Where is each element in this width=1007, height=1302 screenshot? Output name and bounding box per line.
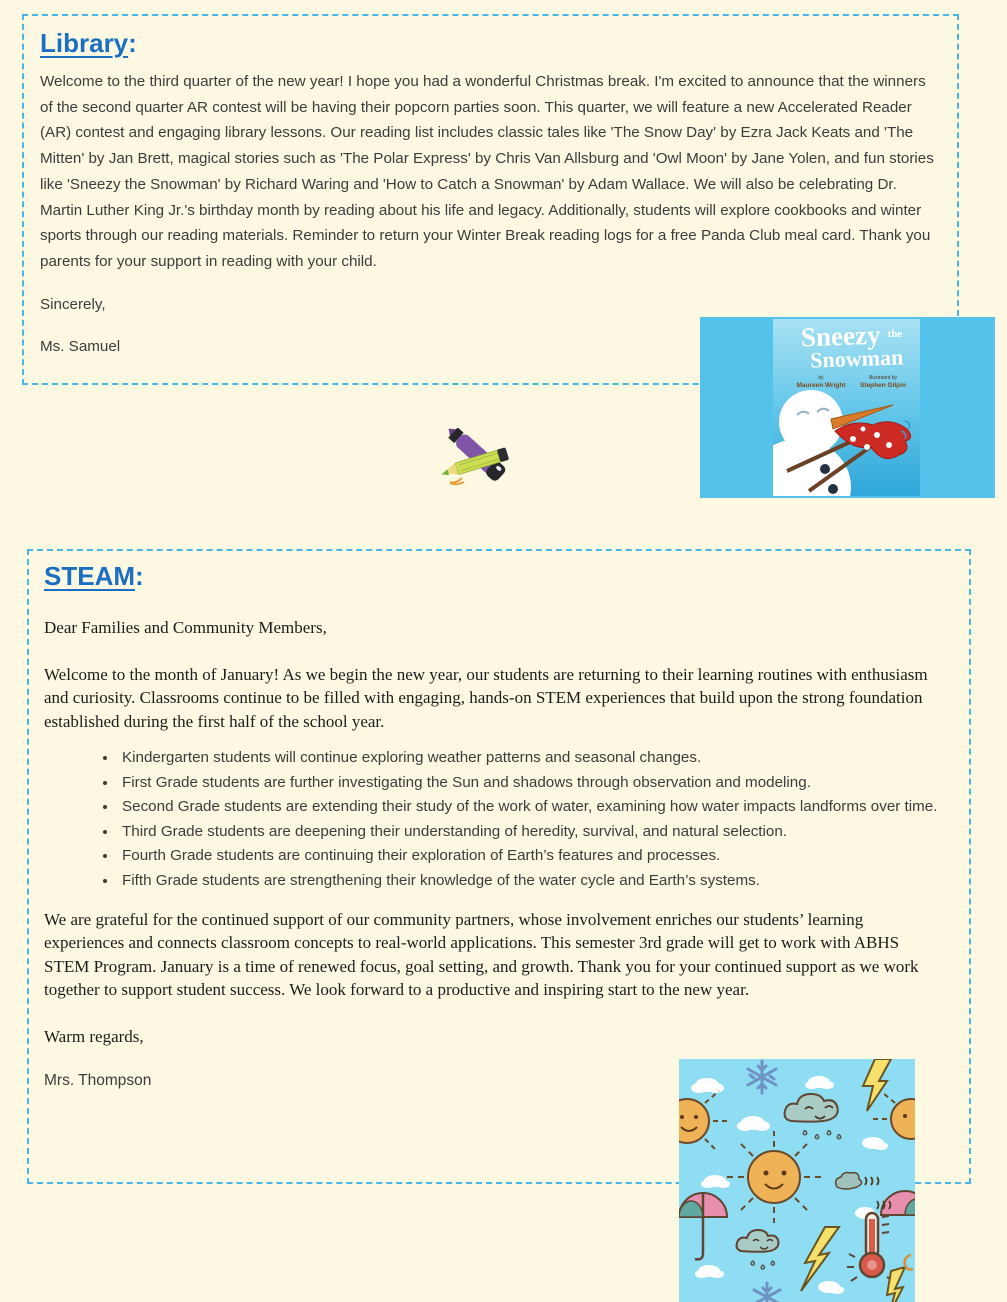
cover-title-2: Snowman	[809, 344, 904, 373]
steam-signature: Mrs. Thompson	[44, 1072, 152, 1090]
sneezy-book-panel	[700, 317, 995, 498]
steam-heading	[44, 561, 947, 592]
steam-closing: Warm regards,	[44, 1026, 144, 1046]
cover-by-label: by	[818, 375, 824, 381]
library-heading-colon: :	[128, 28, 137, 58]
crossed-pencils-icon	[436, 428, 518, 488]
steam-heading-colon: :	[135, 561, 144, 591]
steam-salutation: Dear Families and Community Members,	[44, 618, 327, 637]
cover-title-the: the	[887, 328, 903, 340]
sneezy-book-cover-image	[773, 319, 920, 496]
weather-doodles-image	[679, 1059, 915, 1302]
library-signature: Ms. Samuel	[40, 338, 121, 356]
library-heading-link[interactable]: Library	[40, 28, 129, 58]
steam-bullet-first-grade: • First Grade students are further investigating the Sun and shadows through observation and modeling.	[118, 771, 947, 796]
sneezy-cover-art	[773, 319, 920, 496]
steam-grade-list	[44, 746, 947, 894]
cover-author: Maureen Wright	[796, 382, 846, 389]
cover-title-1: Sneezy	[800, 319, 881, 353]
library-heading	[40, 28, 937, 59]
cover-illustrated-label: illustrated by	[868, 375, 898, 381]
steam-closing-paragraph: We are grateful for the continued support of our community partners, whose involvement enriches our students’ learning experiences and connects classroom concepts to real-world applications. This semester 3rd grade will get to work with ABHS STEM Program. January is a time of renewed focus, goal setting, and growth. Thank you for your continued support as we work together to support student success. We look forward to a productive and inspiring start to the new year.	[44, 909, 919, 1000]
steam-bullet-fourth-grade: • Fourth Grade students are continuing their exploration of Earth’s features and processes.	[118, 844, 947, 869]
steam-bullet-kindergarten: • Kindergarten students will continue exploring weather patterns and seasonal changes.	[118, 746, 947, 771]
steam-bullet-fifth-grade: • Fifth Grade students are strengthening their knowledge of the water cycle and Earth’s systems.	[118, 869, 947, 894]
steam-intro-paragraph: Welcome to the month of January! As we begin the new year, our students are returning to their learning routines with enthusiasm and curiosity. Classrooms continue to be filled with engaging, hands-on STEM experiences that build upon the strong foundation established during the first half of the school year.	[44, 664, 928, 731]
steam-bullet-third-grade: • Third Grade students are deepening their understanding of heredity, survival, and natural selection.	[118, 820, 947, 845]
steam-heading-link[interactable]: STEAM	[44, 561, 135, 591]
cover-illustrator: Stephen Gilpin	[860, 382, 906, 389]
library-paragraph: Welcome to the third quarter of the new year! I hope you had a wonderful Christmas break. I'm excited to announce that the winners of the second quarter AR contest will be having their popcorn parties soon. This quarter, we will feature a new Accelerated Reader (AR) contest and engaging library lessons. Our reading list includes classic tales like 'The Snow Day' by Ezra Jack Keats and 'The Mitten' by Jan Brett, magical stories such as 'The Polar Express' by Chris Van Allsburg and 'Owl Moon' by Jane Yolen, and fun stories like 'Sneezy the Snowman' by Richard Waring and 'How to Catch a Snowman' by Adam Wallace. We will also be celebrating Dr. Martin Luther King Jr.'s birthday month by reading about his life and legacy. Additionally, students will explore cookbooks and winter sports through our reading materials. Reminder to return your Winter Break reading logs for a free Panda Club meal card. Thank you parents for your support in reading with your child.	[40, 73, 934, 270]
library-closing: Sincerely,	[40, 295, 106, 313]
steam-bullet-second-grade: • Second Grade students are extending their study of the work of water, examining how water impacts landforms over time.	[118, 795, 947, 820]
